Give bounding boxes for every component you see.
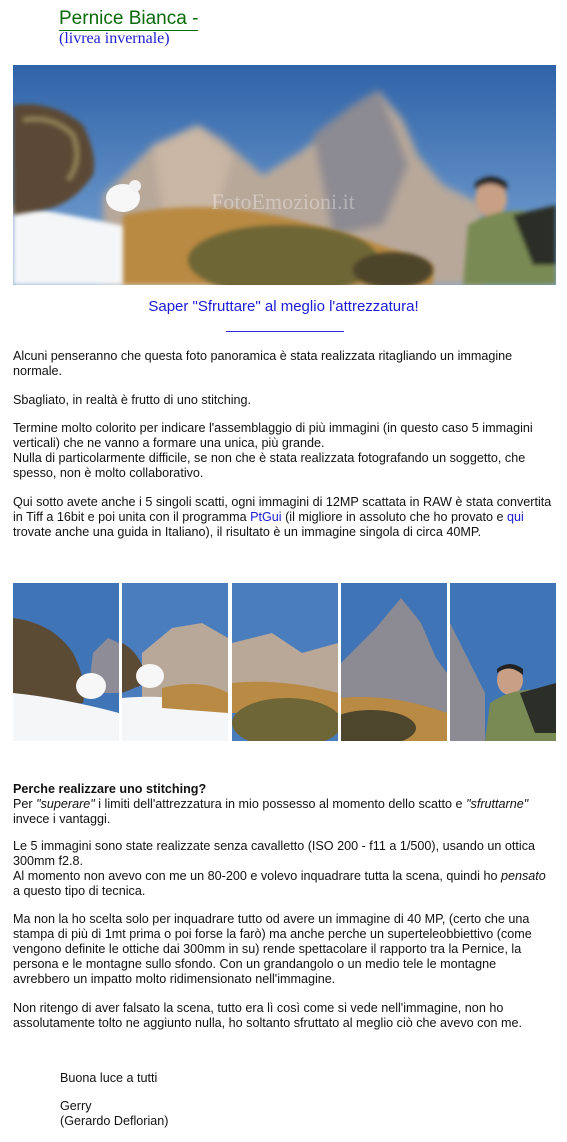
heading-underline: [226, 331, 344, 332]
why-paragraph-4: Non ritengo di aver falsato la scena, tutto era lì così come si vede nell'immagine, non ho assolutamente tolto ne aggiunto nulla, ho soltanto sfruttato al meglio ciò che avevo con me.: [13, 1001, 522, 1030]
why-paragraph-2b: [13, 869, 555, 899]
panorama-image: [13, 65, 556, 285]
greeting: Buona luce a tutti: [60, 1071, 158, 1085]
ptgui-link[interactable]: PtGui: [250, 510, 282, 524]
intro-paragraph-3b: Nulla di particolarmente difficile, se non che è stata realizzata fotografando un soggetto, che spesso, non è molto collaborativo.: [13, 451, 526, 480]
watermark: FotoEmozioni.it: [211, 189, 355, 214]
shot-2: [122, 583, 228, 741]
guide-link[interactable]: qui: [507, 510, 524, 524]
panorama-photo: [13, 65, 556, 285]
intro-paragraph-3a: Termine molto colorito per indicare l'assemblaggio di più immagini (in questo caso 5 immagini verticali) che ne vanno a formare una unica, più grande.: [13, 421, 533, 450]
signature-name: Gerry: [60, 1099, 92, 1113]
shot-1: [13, 583, 119, 741]
intro-paragraph-4: [13, 495, 555, 540]
shot-3: [232, 583, 338, 741]
why-section-3: [13, 912, 555, 987]
why-heading: Perche realizzare uno stitching?: [13, 782, 207, 796]
why-p2b-text-a: Al momento non avevo con me un 80-200 e volevo inquadrare tutta la scena, quindi ho: [13, 869, 501, 883]
why-paragraph-2a: Le 5 immagini sono state realizzate senza cavalletto (ISO 200 - f11 a 1/500), usando un ottica 300mm f2.8.: [13, 839, 536, 868]
why-section-2: [13, 839, 555, 899]
shot-4: [341, 583, 447, 741]
shot-2-image: [122, 583, 228, 741]
p4-text-2: (il migliore in assoluto che ho provato e: [281, 510, 507, 524]
p4-text-1: Qui sotto avete anche i 5 singoli scatti, ogni immagini di 12MP scattata in RAW è stata convertita in Tiff a 16bit e poi unita con il programma: [13, 495, 552, 524]
page-subtitle: (livrea invernale): [59, 30, 170, 47]
intro-paragraph-1: Alcuni penseranno che questa foto panoramica è stata realizzata ritagliando un immagine normale.: [13, 349, 513, 378]
why-p2b-em: pensato: [500, 869, 546, 883]
why-section-4: [13, 1001, 555, 1031]
intro-text: [13, 349, 555, 379]
why-p1-text-b: i limiti dell'attrezzatura in mio possesso al momento dello scatto e: [94, 797, 467, 811]
shot-5-image: [450, 583, 556, 741]
why-paragraph-3: Ma non la ho scelta solo per inquadrare tutto od avere un immagine di 40 MP, (certo che una stampa di più di 1mt prima o poi forse la farò) ma anche perche un superteleobbiettivo (come vengono definite le ottiche dai 300mm in su) rende spettacolare il rapporto tra la Pernice, la persona e le montagne sullo sfondo. Con un grandangolo o un medio tele le montagne avrebbero un impatto molto ridimensionato nell'immagine.: [13, 912, 532, 986]
intro-text-3: [13, 421, 555, 481]
shot-4-image: [341, 583, 447, 741]
intro-text-2: [13, 393, 555, 408]
section-heading: Saper "Sfruttare" al meglio l'attrezzatura!: [148, 298, 419, 315]
why-p1-text-c: invece i vantaggi.: [13, 812, 111, 826]
intro-text-4: [13, 495, 555, 540]
why-p1-em-1: "superare": [36, 797, 95, 811]
signature-fullname: (Gerardo Deflorian): [60, 1114, 169, 1128]
intro-paragraph-2: Sbagliato, in realtà è frutto di uno stitching.: [13, 393, 252, 407]
why-section: [13, 782, 555, 827]
page-title: Pernice Bianca -: [59, 8, 199, 29]
why-p2b-text-b: a questo tipo di tecnica.: [13, 884, 146, 898]
why-paragraph-1: [13, 797, 555, 827]
shot-1-image: [13, 583, 119, 741]
shot-3-image: [232, 583, 338, 741]
p4-text-3: trovate anche una guida in Italiano), il risultato è un immagine singola di circa 40MP.: [13, 525, 482, 539]
why-p1-em-2: "sfruttarne": [466, 797, 529, 811]
why-p1-text-a: Per: [13, 797, 37, 811]
shot-5: [450, 583, 556, 741]
